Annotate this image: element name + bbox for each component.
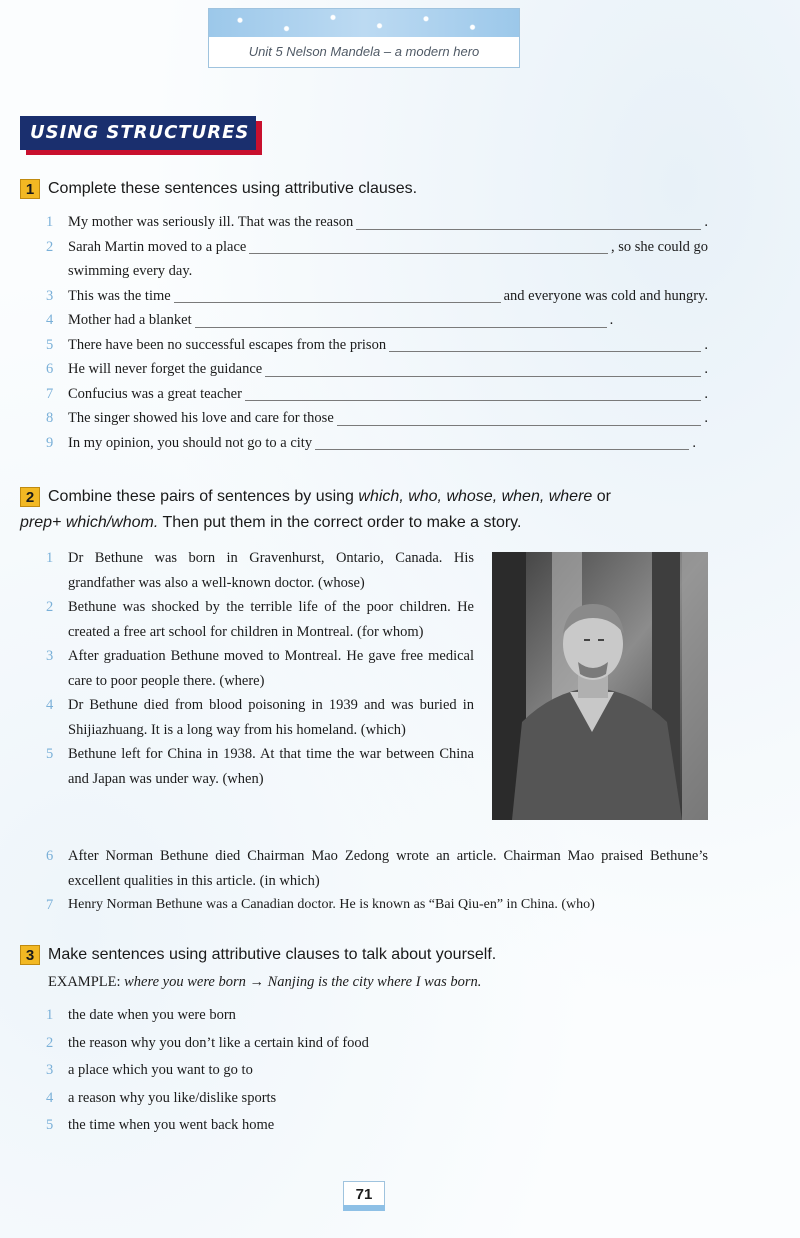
exercise-1-instruction: Complete these sentences using attributive clauses. [48, 180, 418, 197]
list-item: 4 Dr Bethune died from blood poisoning in 1939 and was buried in Shijiazhuang. It is a long way from his homeland. (which) [46, 697, 474, 738]
example-text: where you were born → Nanjing is the city where I was born. [124, 974, 482, 990]
exercise-3-list [46, 1002, 646, 1140]
page-number-decoration [343, 1205, 385, 1211]
list-item: 1 the date when you were born [46, 1007, 236, 1023]
unit-header [208, 8, 520, 68]
list-item: 4 Mother had a blanket . [46, 312, 614, 328]
exercise-number-badge: 2 [20, 487, 40, 507]
unit-title: Unit 5 Nelson Mandela – a modern hero [248, 44, 480, 59]
exercise-3-instruction: Make sentences using attributive clauses to talk about yourself. [48, 946, 497, 963]
exercise-number-badge: 1 [20, 179, 40, 199]
list-item: 2 Bethune was shocked by the terrible life of the poor children. He created a free art school for children in Montreal. (for whom) [46, 599, 474, 640]
answer-blank[interactable] [249, 238, 608, 254]
answer-blank[interactable] [265, 361, 701, 377]
answer-blank[interactable] [195, 312, 607, 328]
list-item: 5 There have been no successful escapes from the prison . [46, 336, 708, 353]
list-item: 6 He will never forget the guidance . [46, 361, 708, 377]
list-item: 3 After graduation Bethune moved to Montreal. He gave free medical care to poor people there. (where) [46, 648, 474, 689]
exercise-1-list [46, 210, 708, 455]
answer-blank[interactable] [245, 385, 701, 401]
exercise-number-badge: 3 [20, 945, 40, 965]
exercise-1-heading [20, 176, 417, 202]
answer-blank[interactable] [315, 434, 689, 450]
list-item: 3 This was the time and everyone was cold and hungry. [46, 287, 708, 304]
section-banner [20, 116, 262, 156]
example-line [48, 974, 481, 991]
exercise-2-list-bottom [46, 844, 708, 918]
bethune-photo [492, 552, 708, 820]
exercise-2-list-left [46, 546, 474, 791]
list-item-continuation: swimming every day. [68, 263, 193, 279]
list-item: 5 Bethune left for China in 1938. At that time the war between China and Japan was under way. (when) [46, 746, 474, 787]
list-item: 7 Henry Norman Bethune was a Canadian doctor. He is known as “Bai Qiu-en” in China. (who) [46, 897, 595, 913]
list-item: 1 Dr Bethune was born in Gravenhurst, Ontario, Canada. His grandfather was also a well-known doctor. (whose) [46, 550, 474, 591]
list-item: 2 the reason why you don’t like a certain kind of food [46, 1034, 369, 1051]
section-title: USING STRUCTURES [20, 116, 256, 150]
exercise-2-heading: 2 Combine these pairs of sentences by using which, who, whose, when, where or prep+ which/whom. Then put them in the correct order to make a story. [20, 488, 611, 531]
answer-blank[interactable] [356, 214, 701, 230]
list-item: 5 the time when you went back home [46, 1117, 275, 1133]
answer-blank[interactable] [174, 287, 501, 303]
answer-blank[interactable] [389, 336, 701, 352]
list-item: 4 a reason why you like/dislike sports [46, 1089, 277, 1106]
list-item: 2 Sarah Martin moved to a place , so she could go [46, 238, 708, 255]
photo-illustration [492, 552, 708, 820]
header-decoration [209, 9, 519, 37]
example-label: EXAMPLE: [48, 974, 121, 990]
answer-blank[interactable] [337, 410, 702, 426]
exercise-3-heading [20, 942, 496, 968]
list-item: 8 The singer showed his love and care for those . [46, 410, 708, 426]
list-item: 6 After Norman Bethune died Chairman Mao Zedong wrote an article. Chairman Mao praised Bethune’s excellent qualities in this article. (in which) [46, 848, 708, 889]
list-item: 7 Confucius was a great teacher . [46, 385, 708, 402]
page-number: 71 [343, 1181, 385, 1209]
list-item: 3 a place which you want to go to [46, 1062, 253, 1078]
list-item: 1 My mother was seriously ill. That was the reason . [46, 214, 708, 230]
list-item: 9 In my opinion, you should not go to a city . [46, 434, 696, 451]
